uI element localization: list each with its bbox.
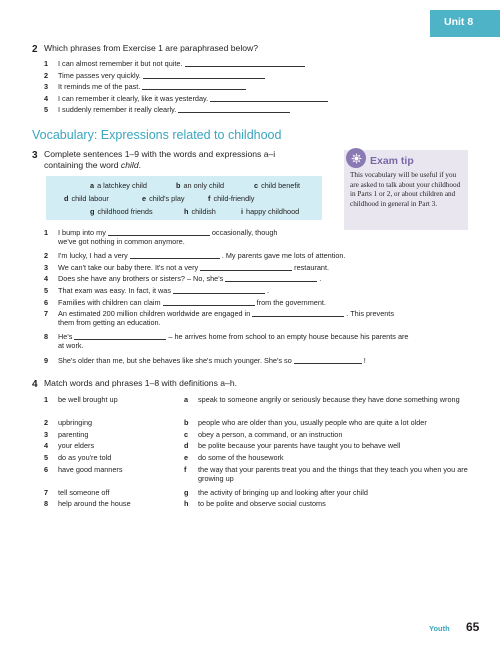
table-row: 7 tell someone off g the activity of bringing up and looking after your child [44, 487, 368, 497]
word-option: a a latchkey child [90, 181, 147, 190]
word-option: c child benefit [254, 181, 301, 190]
sentence: 8 He's – he arrives home from school to an empty house because his parents are at work. [44, 332, 409, 351]
exercise-3-sentences [44, 228, 474, 367]
page-number: 65 [466, 620, 480, 634]
sentence: 5 That exam was easy. In fact, it was . [44, 285, 270, 295]
word-option: f child-friendly [208, 194, 255, 203]
list-item: 3 It reminds me of the past. [44, 82, 330, 94]
word-box [46, 176, 322, 220]
word-option: b an only child [176, 181, 225, 190]
table-row: 4 your elders d be polite because your parents have taught you to behave well [44, 441, 401, 451]
list-item: 1 I can almost remember it but not quite. [44, 59, 330, 71]
answer-blank[interactable] [252, 309, 344, 317]
answer-blank[interactable] [143, 71, 265, 79]
table-row: 3 parenting c obey a person, a command, or an instruction [44, 429, 343, 439]
exercise-2-instruction: 2 Which phrases from Exercise 1 are paraphrased below? [32, 43, 258, 55]
answer-blank[interactable] [173, 286, 265, 294]
exercise-number: 3 [32, 150, 38, 161]
answer-blank[interactable] [130, 251, 220, 259]
table-row: 2 upbringing b people who are older than you, usually people who are quite a lot older [44, 418, 427, 428]
sentence: 4 Does she have any brothers or sisters? – No, she's . [44, 274, 322, 284]
word-option: h childish [184, 207, 216, 216]
matching-table [44, 395, 474, 511]
exercise-2-items [44, 59, 330, 117]
word-option: e child's play [142, 194, 185, 203]
word-option: d child labour [64, 194, 109, 203]
answer-blank[interactable] [200, 263, 292, 271]
exam-tip-box [344, 150, 468, 230]
word-option: i happy childhood [241, 207, 300, 216]
unit-tab: Unit 8 [430, 10, 500, 37]
answer-blank[interactable] [225, 274, 317, 282]
list-item: 2 Time passes very quickly. [44, 71, 330, 83]
answer-blank[interactable] [210, 94, 328, 102]
list-item: 5 I suddenly remember it really clearly. [44, 105, 330, 117]
sentence: 2 I'm lucky, I had a very . My parents gave me lots of attention. [44, 251, 346, 261]
table-row: 5 do as you're told e do some of the housework [44, 452, 284, 462]
answer-blank[interactable] [178, 105, 290, 113]
exercise-number: 4 [32, 379, 38, 390]
sentence: 3 We can't take our baby there. It's not a very restaurant. [44, 262, 330, 272]
sentence: 1 I bump into my occasionally, though we've got nothing in common anymore. [44, 228, 278, 247]
answer-blank[interactable] [142, 82, 246, 90]
footer-section-label: Youth [429, 624, 450, 633]
section-title: Vocabulary: Expressions related to childhood [32, 128, 282, 142]
table-row: 8 help around the house h to be polite and observe social customs [44, 499, 326, 509]
answer-blank[interactable] [108, 228, 210, 236]
exercise-number: 2 [32, 44, 38, 55]
exam-tip-title: Exam tip [370, 155, 414, 167]
answer-blank[interactable] [74, 332, 166, 340]
list-item: 4 I can remember it clearly, like it was yesterday. [44, 94, 330, 106]
word-option: g childhood friends [90, 207, 153, 216]
exam-tip-icon [346, 148, 366, 168]
sentence: 7 An estimated 200 million children worldwide are engaged in . This prevents them from getting an education. [44, 309, 394, 328]
exercise-4-instruction: 4 Match words and phrases 1–8 with definitions a–h. [32, 378, 237, 390]
answer-blank[interactable] [185, 59, 305, 67]
table-row: 1 be well brought up a speak to someone angrily or seriously because they have done something wrong [44, 395, 460, 404]
answer-blank[interactable] [294, 356, 362, 364]
table-row: 6 have good manners f the way that your parents treat you and the things that they teach you when you are growing up [44, 464, 468, 483]
sentence: 6 Families with children can claim from the government. [44, 297, 326, 307]
sentence: 9 She's older than me, but she behaves like she's much younger. She's so ! [44, 355, 366, 365]
exam-tip-body: This vocabulary will be useful if you are asked to talk about your childhood in Parts 1 or 2, or about children and childhood in general in Part 3. [350, 171, 461, 208]
exercise-3-instruction: 3 Complete sentences 1–9 with the words and expressions a–i containing the word child. [32, 149, 276, 171]
answer-blank[interactable] [163, 298, 255, 306]
